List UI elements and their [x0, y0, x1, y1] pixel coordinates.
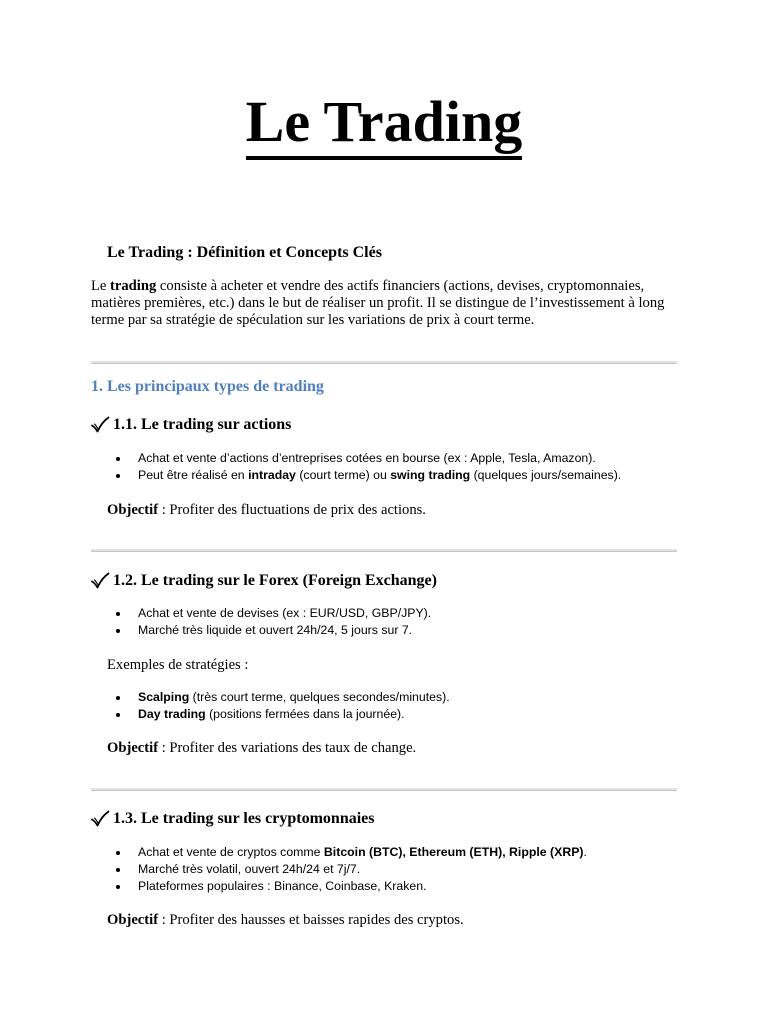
subsection-1-3-objective — [107, 911, 464, 929]
document-subtitle: Le Trading : Définition et Concepts Clés — [107, 244, 382, 261]
list-item-text: (quelques jours/semaines). — [470, 468, 622, 482]
objective-text: : Profiter des fluctuations de prix des actions. — [158, 502, 426, 518]
document-title-text: Le Trading — [246, 90, 523, 160]
list-item: Achat et vente de devises (ex : EUR/USD, GBP/JPY). — [113, 605, 431, 622]
list-item: Achat et vente d’actions d’entreprises cotées en bourse (ex : Apple, Tesla, Amazon). — [113, 450, 621, 467]
subsection-1-3-heading — [90, 808, 374, 830]
objective-label: Objectif — [107, 912, 159, 928]
subsection-1-2-objective — [107, 739, 416, 757]
list-item — [113, 467, 621, 484]
subsection-1-1-objective — [107, 501, 426, 519]
intro-text-2: consiste à acheter et vendre des actifs financiers (actions, devises, cryptomonnaies, matières premières, etc.) dans le but de réaliser un profit. Il se distingue de l’investissement à long terme par sa stratégie de spéculation sur les variations de prix à court terme. — [91, 278, 665, 328]
subsection-1-3-heading-text: 1.3. Le trading sur les cryptomonnaies — [113, 810, 375, 827]
subsection-1-1-heading — [90, 414, 291, 436]
strategies-list — [113, 689, 450, 723]
list-item-text: Achat et vente de cryptos comme — [138, 845, 324, 859]
subsection-1-1-list — [113, 450, 621, 484]
list-item: Plateformes populaires : Binance, Coinbase, Kraken. — [113, 878, 587, 895]
intro-text-1: Le — [91, 278, 111, 294]
check-icon — [90, 572, 110, 590]
list-item-bold: Day trading — [138, 707, 206, 721]
list-item-text: (positions fermées dans la journée). — [205, 707, 405, 721]
objective-label: Objectif — [107, 740, 159, 756]
list-item-text: . — [583, 845, 587, 859]
strategies-intro: Exemples de stratégies : — [107, 657, 249, 673]
list-item — [113, 706, 450, 723]
horizontal-rule — [91, 788, 677, 791]
objective-text: : Profiter des hausses et baisses rapides des cryptos. — [158, 912, 464, 928]
horizontal-rule — [91, 549, 677, 552]
check-icon — [90, 416, 110, 434]
list-item: Marché très liquide et ouvert 24h/24, 5 jours sur 7. — [113, 622, 431, 639]
list-item-text: Peut être réalisé en — [138, 468, 249, 482]
list-item: Marché très volatil, ouvert 24h/24 et 7j/7. — [113, 861, 587, 878]
list-item-bold: Scalping — [138, 690, 190, 704]
horizontal-rule — [91, 361, 677, 364]
list-item — [113, 689, 450, 706]
subsection-1-2-heading — [90, 570, 437, 592]
document-title — [0, 84, 768, 160]
objective-text: : Profiter des variations des taux de change. — [158, 740, 417, 756]
list-item — [113, 844, 587, 861]
section-1-title: 1. Les principaux types de trading — [91, 378, 324, 395]
subsection-1-2-list — [113, 605, 431, 639]
list-item-text: (très court terme, quelques secondes/minutes). — [189, 690, 450, 704]
subsection-1-1-heading-text: 1.1. Le trading sur actions — [113, 416, 292, 433]
list-item-bold: Bitcoin (BTC), Ethereum (ETH), Ripple (XRP) — [323, 845, 584, 859]
list-item-bold: intraday — [248, 468, 296, 482]
objective-label: Objectif — [107, 502, 159, 518]
subsection-1-3-list — [113, 844, 587, 895]
subsection-1-2-heading-text: 1.2. Le trading sur le Forex (Foreign Exchange) — [113, 572, 437, 589]
list-item-bold: swing trading — [390, 468, 471, 482]
intro-bold-trading: trading — [110, 278, 157, 294]
check-icon — [90, 810, 110, 828]
intro-paragraph — [91, 278, 691, 329]
list-item-text: (court terme) ou — [295, 468, 391, 482]
